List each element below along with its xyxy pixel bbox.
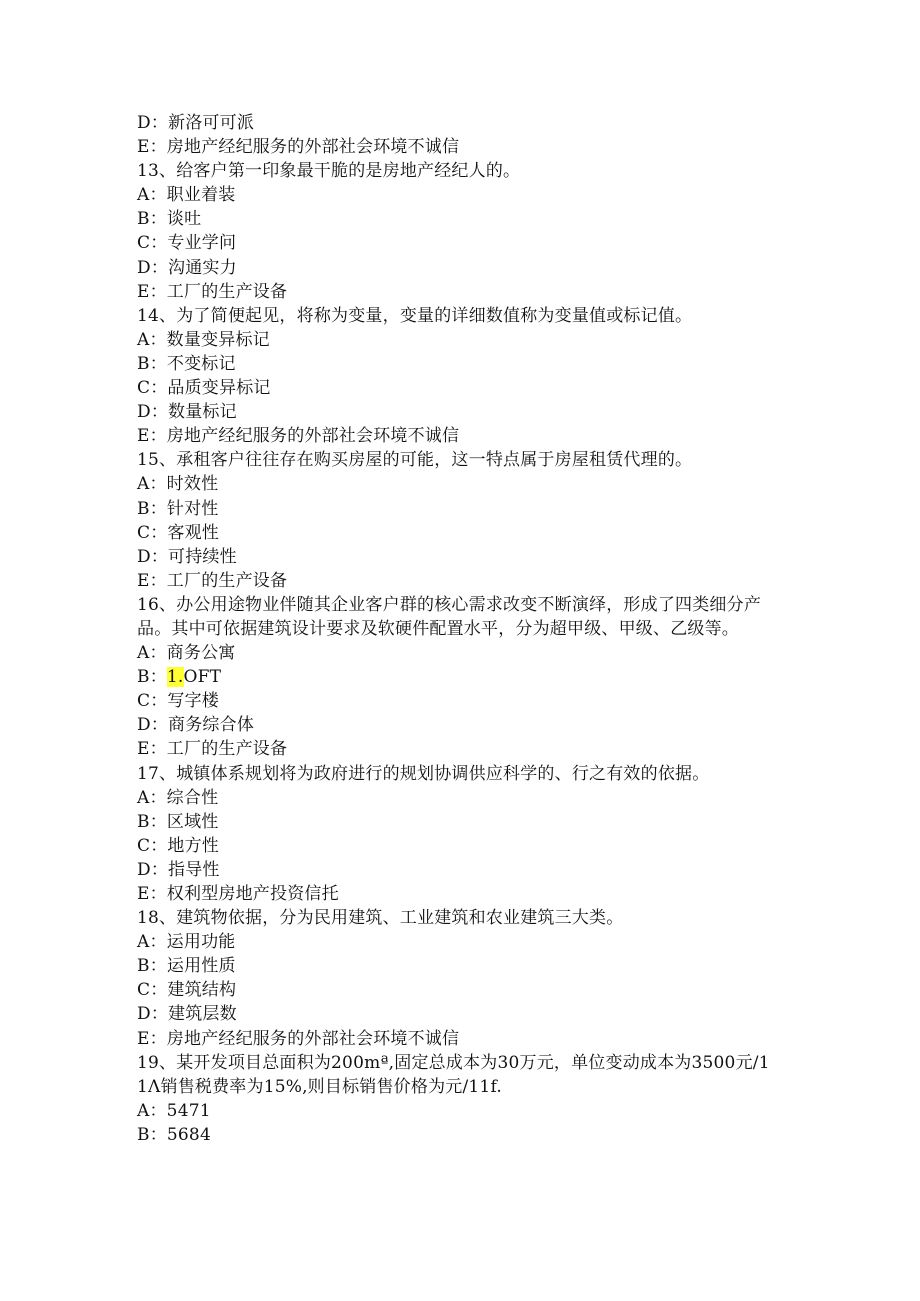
- answer-option: A：数量变异标记: [137, 329, 270, 350]
- answer-option: E：权利型房地产投资信托: [137, 884, 339, 904]
- answer-option: A：综合性: [137, 787, 219, 808]
- answer-option: [137, 665, 770, 689]
- answer-option: C：品质变异标记: [137, 378, 271, 399]
- document-body: [137, 111, 770, 1147]
- answer-option: D：商务综合体: [137, 715, 255, 736]
- answer-option: B：5684: [137, 1124, 211, 1145]
- question-text: 18、建筑物依据，分为民用建筑、工业建筑和农业建筑三大类。: [137, 908, 624, 929]
- option-rest: OFT: [183, 667, 222, 688]
- answer-option: A：商务公寓: [137, 643, 236, 664]
- answer-option: D：指导性: [137, 859, 220, 880]
- answer-option: E：房地产经纪服务的外部社会环境不诚信: [137, 1028, 460, 1049]
- answer-option: E：工厂的生产设备: [137, 739, 288, 760]
- answer-option: E：房地产经纪服务的外部社会环境不诚信: [137, 137, 460, 158]
- answer-option: B：运用性质: [137, 956, 236, 977]
- answer-option: C：专业学问: [137, 233, 237, 254]
- answer-option: A：5471: [137, 1100, 211, 1121]
- answer-option: D：新洛可可派: [137, 113, 255, 133]
- option-prefix: B：: [137, 667, 167, 688]
- answer-option: A：时效性: [137, 474, 219, 495]
- question-text: 16、办公用途物业伴随其企业客户群的核心需求改变不断演绎，形成了四类细分产品。其中可依据建筑设计要求及软硬件配置水平，分为超甲级、甲级、乙级等。: [137, 594, 762, 639]
- highlighted-text: 1.: [166, 667, 184, 688]
- answer-option: A：运用功能: [137, 932, 236, 953]
- answer-option: B：不变标记: [137, 353, 236, 374]
- answer-option: B：区域性: [137, 811, 219, 832]
- answer-option: D：可持续性: [137, 546, 237, 567]
- answer-option: B：针对性: [137, 498, 219, 519]
- answer-option: E：工厂的生产设备: [137, 570, 288, 591]
- answer-option: D：数量标记: [137, 402, 237, 423]
- answer-option: C：客观性: [137, 522, 220, 543]
- question-text: 19、某开发项目总面积为200mª,固定总成本为30万元，单位变动成本为3500元/11Λ销售税费率为15%,则目标销售价格为元/11f.: [137, 1052, 770, 1097]
- question-text: 17、城镇体系规划将为政府进行的规划协调供应科学的、行之有效的依据。: [137, 763, 710, 784]
- question-text: 13、给客户第一印象最干脆的是房地产经纪人的。: [137, 161, 521, 182]
- question-text: 15、承租客户往往存在购买房屋的可能，这一特点属于房屋租赁代理的。: [137, 450, 693, 471]
- answer-option: D：建筑层数: [137, 1004, 237, 1025]
- answer-option: E：工厂的生产设备: [137, 281, 288, 302]
- answer-option: A：职业着装: [137, 185, 236, 206]
- answer-option: C：写字楼: [137, 691, 220, 712]
- answer-option: E：房地产经纪服务的外部社会环境不诚信: [137, 426, 460, 447]
- question-text: 14、为了简便起见，将称为变量，变量的详细数值称为变量值或标记值。: [137, 305, 693, 326]
- answer-option: B：谈吐: [137, 209, 202, 230]
- answer-option: D：沟通实力: [137, 257, 237, 278]
- answer-option: C：建筑结构: [137, 980, 237, 1001]
- answer-option: C：地方性: [137, 835, 220, 856]
